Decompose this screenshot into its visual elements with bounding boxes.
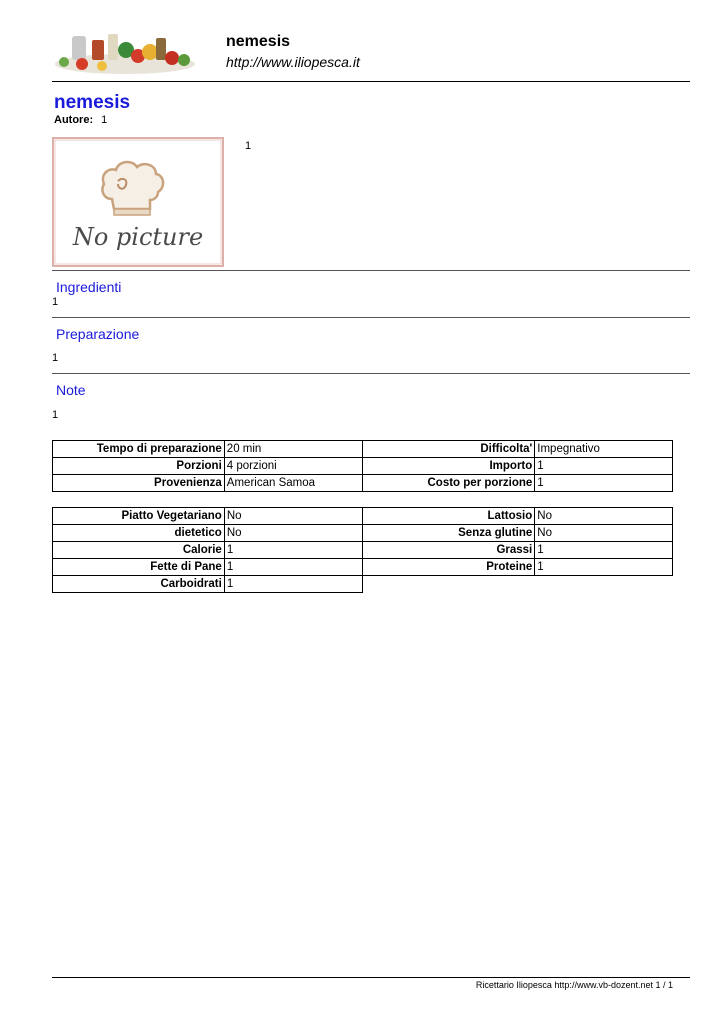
cost-per-serving-label: Costo per porzione <box>362 475 535 492</box>
carbs-value: 1 <box>224 576 362 593</box>
cost-per-serving-value: 1 <box>535 475 673 492</box>
bread-slices-value: 1 <box>224 559 362 576</box>
difficulty-label: Difficolta' <box>362 441 535 458</box>
preparation-title: Preparazione <box>56 326 140 342</box>
author-value: 1 <box>101 114 108 126</box>
table-row <box>53 525 673 542</box>
preparation-text: 1 <box>52 352 59 364</box>
site-url-link[interactable]: http://www.iliopesca.it <box>226 54 360 70</box>
dietetic-value: No <box>224 525 362 542</box>
no-picture-image <box>52 137 224 267</box>
dietetic-label: dietetico <box>53 525 225 542</box>
calories-label: Calorie <box>53 542 225 559</box>
fat-label: Grassi <box>362 542 535 559</box>
section-divider <box>52 317 690 318</box>
header-divider <box>52 81 690 82</box>
table-row <box>53 542 673 559</box>
empty-cell <box>535 576 673 593</box>
info-table-nutrition <box>52 507 673 593</box>
header-food-logo <box>52 28 198 76</box>
table-row <box>53 508 673 525</box>
author-label: Autore: <box>54 114 94 126</box>
prep-time-label: Tempo di preparazione <box>53 441 225 458</box>
vegetarian-value: No <box>224 508 362 525</box>
empty-cell <box>362 576 535 593</box>
footer-text: Ricettario Iliopesca http://www.vb-dozent.net 1 / 1 <box>475 980 673 990</box>
svg-text:No picture: No picture <box>72 223 204 251</box>
notes-title: Note <box>56 382 86 398</box>
vegetarian-label: Piatto Vegetariano <box>53 508 225 525</box>
amount-label: Importo <box>362 458 535 475</box>
ingredients-text: 1 <box>52 296 59 308</box>
footer-divider <box>52 977 690 978</box>
table-row <box>53 576 673 593</box>
table-row <box>53 441 673 458</box>
section-divider <box>52 270 690 271</box>
info-table-general <box>52 440 673 492</box>
lactose-label: Lattosio <box>362 508 535 525</box>
protein-label: Proteine <box>362 559 535 576</box>
difficulty-value: Impegnativo <box>535 441 673 458</box>
gluten-free-label: Senza glutine <box>362 525 535 542</box>
notes-text: 1 <box>52 409 59 421</box>
section-divider <box>52 373 690 374</box>
site-name: nemesis <box>226 33 291 50</box>
amount-value: 1 <box>535 458 673 475</box>
author-line <box>54 114 107 126</box>
intro-value: 1 <box>245 140 252 152</box>
protein-value: 1 <box>535 559 673 576</box>
origin-value: American Samoa <box>224 475 362 492</box>
carbs-label: Carboidrati <box>53 576 225 593</box>
gluten-free-value: No <box>535 525 673 542</box>
calories-value: 1 <box>224 542 362 559</box>
table-row <box>53 475 673 492</box>
origin-label: Provenienza <box>53 475 225 492</box>
table-row <box>53 458 673 475</box>
recipe-title: nemesis <box>54 92 131 113</box>
bread-slices-label: Fette di Pane <box>53 559 225 576</box>
fat-value: 1 <box>535 542 673 559</box>
prep-time-value: 20 min <box>224 441 362 458</box>
servings-label: Porzioni <box>53 458 225 475</box>
ingredients-title: Ingredienti <box>56 279 122 295</box>
lactose-value: No <box>535 508 673 525</box>
servings-value: 4 porzioni <box>224 458 362 475</box>
table-row <box>53 559 673 576</box>
